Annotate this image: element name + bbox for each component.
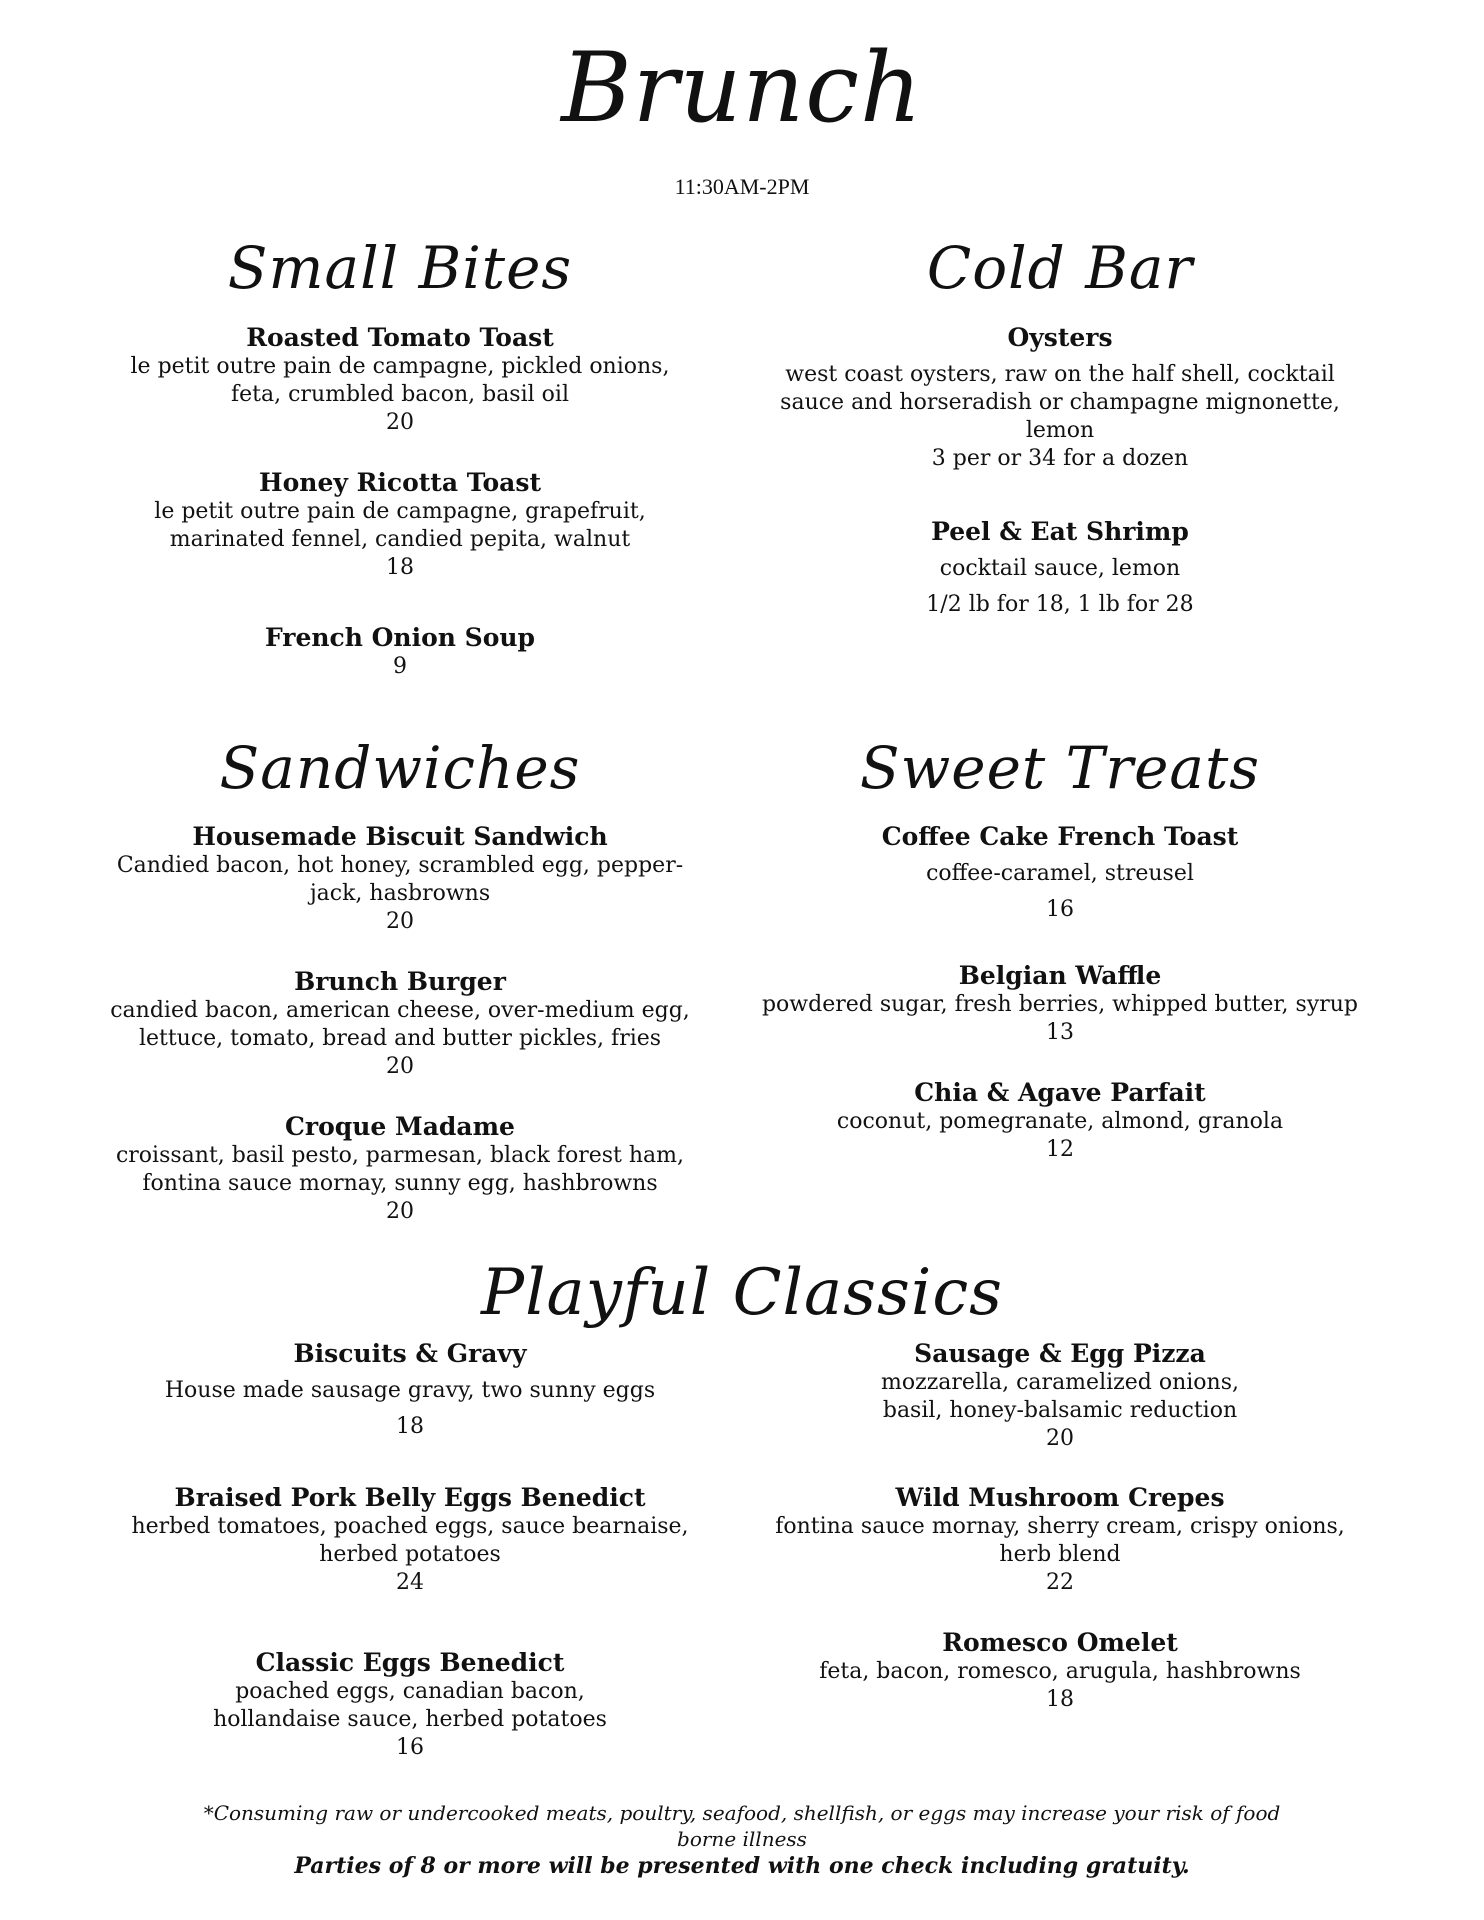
item-name: Belgian Waffle xyxy=(958,961,1162,990)
party-gratuity-notice: Parties of 8 or more will be presented with one check including gratuity. xyxy=(294,1853,1190,1879)
item-description: House made sausage gravy, two sunny eggs xyxy=(164,1378,656,1403)
item-price: 24 xyxy=(396,1570,424,1595)
item-name: Biscuits & Gravy xyxy=(293,1339,527,1368)
section-heading-small-bites: Small Bites xyxy=(227,234,573,302)
item-price: 16 xyxy=(396,1735,424,1760)
item-name: Housemade Biscuit Sandwich xyxy=(192,822,608,851)
playful-classics-right-column xyxy=(760,0,1360,1920)
item-description: fontina sauce mornay, sherry cream, crispy onions, herb blend xyxy=(775,1514,1345,1567)
item-description: poached eggs, canadian bacon, hollandaise sauce, herbed potatoes xyxy=(213,1679,607,1732)
item-price: 12 xyxy=(1046,1137,1074,1162)
item-description: coconut, pomegranate, almond, granola xyxy=(836,1109,1284,1134)
item-description: herbed tomatoes, poached eggs, sauce bearnaise, herbed potatoes xyxy=(131,1514,689,1567)
item-description: cocktail sauce, lemon xyxy=(939,556,1181,581)
menu-item xyxy=(760,1339,1360,1453)
playful-classics-left-column xyxy=(110,0,710,1920)
item-name: Coffee Cake French Toast xyxy=(881,822,1239,851)
item-price: 16 xyxy=(1046,897,1074,922)
footer xyxy=(0,1800,1484,1880)
section-heading-sweet-treats: Sweet Treats xyxy=(859,734,1261,802)
item-price: 9 xyxy=(393,654,407,679)
item-name: Chia & Agave Parfait xyxy=(914,1078,1206,1107)
hours: 11:30AM-2PM xyxy=(674,174,810,199)
item-description: feta, bacon, romesco, arugula, hashbrowns xyxy=(819,1659,1301,1684)
item-name: Wild Mushroom Crepes xyxy=(895,1483,1225,1512)
menu-title: Brunch xyxy=(561,32,923,144)
item-price: 20 xyxy=(386,1199,414,1224)
item-name: Classic Eggs Benedict xyxy=(255,1648,565,1677)
item-description: croissant, basil pesto, parmesan, black forest ham, fontina sauce mornay, sunny egg, hashbrowns xyxy=(115,1143,685,1196)
section-heading-sandwiches: Sandwiches xyxy=(219,734,581,802)
food-safety-warning: *Consuming raw or undercooked meats, poultry, seafood, shellfish, or eggs may increase your risk of food borne illness xyxy=(203,1801,1281,1851)
menu-item xyxy=(110,1339,710,1441)
item-name: Oysters xyxy=(1007,323,1113,352)
menu-item xyxy=(760,1483,1360,1597)
section-heading-cold-bar: Cold Bar xyxy=(926,234,1194,302)
item-price: 1/2 lb for 18, 1 lb for 28 xyxy=(926,592,1194,617)
item-name: Brunch Burger xyxy=(294,967,506,996)
item-description: powdered sugar, fresh berries, whipped butter, syrup xyxy=(761,992,1359,1017)
item-description: Candied bacon, hot honey, scrambled egg, pepper-jack, hasbrowns xyxy=(116,853,684,906)
item-description: le petit outre pain de campagne, grapefruit, marinated fennel, candied pepita, walnut xyxy=(154,499,646,552)
item-price: 20 xyxy=(386,1054,414,1079)
item-description: le petit outre pain de campagne, pickled onions, feta, crumbled bacon, basil oil xyxy=(130,354,670,407)
menu-item xyxy=(110,1483,710,1597)
item-description: west coast oysters, raw on the half shell, cocktail sauce and horseradish or champagne mignonette, lemon xyxy=(780,362,1340,443)
section-heading-playful-classics: Playful Classics xyxy=(481,1256,1003,1330)
item-price: 13 xyxy=(1046,1020,1074,1045)
item-price: 18 xyxy=(1046,1687,1074,1712)
item-name: Sausage & Egg Pizza xyxy=(914,1339,1206,1368)
item-name: Peel & Eat Shrimp xyxy=(931,517,1189,546)
menu-item xyxy=(110,1648,710,1762)
item-price: 20 xyxy=(386,410,414,435)
item-price: 22 xyxy=(1046,1570,1074,1595)
menu-item xyxy=(760,1628,1360,1714)
item-name: Honey Ricotta Toast xyxy=(258,468,541,497)
item-price: 20 xyxy=(1046,1426,1074,1451)
item-description: mozzarella, caramelized onions, basil, honey-balsamic reduction xyxy=(881,1370,1239,1423)
item-name: French Onion Soup xyxy=(264,623,536,652)
item-price: 18 xyxy=(386,555,414,580)
item-name: Croque Madame xyxy=(285,1112,515,1141)
item-description: candied bacon, american cheese, over-medium egg, lettuce, tomato, bread and butter pickles, fries xyxy=(110,998,690,1051)
item-price: 18 xyxy=(396,1414,424,1439)
item-price: 3 per or 34 for a dozen xyxy=(931,446,1189,471)
item-name: Roasted Tomato Toast xyxy=(246,323,554,352)
item-description: coffee-caramel, streusel xyxy=(926,861,1194,886)
item-price: 20 xyxy=(386,909,414,934)
item-name: Braised Pork Belly Eggs Benedict xyxy=(174,1483,646,1512)
item-name: Romesco Omelet xyxy=(942,1628,1178,1657)
